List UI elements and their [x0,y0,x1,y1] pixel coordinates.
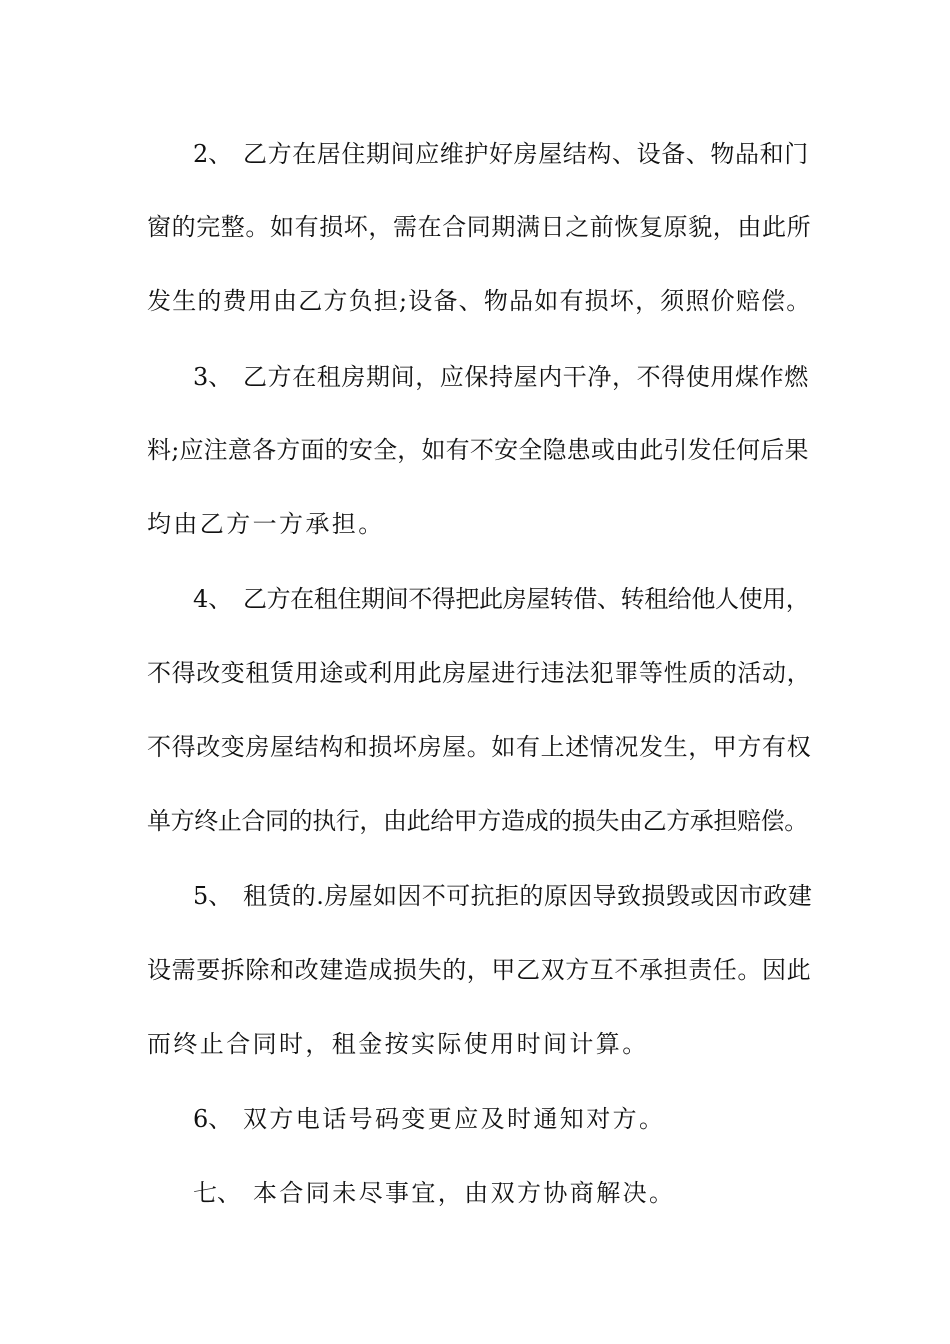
clause-2-line-3: 发生的费用由乙方负担;设备、物品如有损坏，须照价赔偿。 [147,287,812,315]
clause-4-line-3: 不得改变房屋结构和损坏房屋。如有上述情况发生，甲方有权 [147,733,812,761]
clause-number: 4、 [193,585,233,613]
clause-text: 乙方在租房期间，应保持屋内干净，不得使用煤作燃 [243,363,809,391]
clause-number: 3、 [193,363,233,391]
clause-5-line-1 [193,881,812,911]
clause-2-line-2: 窗的完整。如有损坏，需在合同期满日之前恢复原貌，由此所 [147,213,812,241]
clause-number: 6、 [193,1105,233,1133]
clause-number: 5、 [193,882,233,910]
clause-5-line-3: 而终止合同时，租金按实际使用时间计算。 [147,1030,649,1058]
clause-2-line-1 [193,139,809,169]
clause-4-line-4: 单方终止合同的执行，由此给甲方造成的损失由乙方承担赔偿。 [147,807,808,835]
clause-7-line-1 [193,1178,675,1208]
clause-text: 乙方在居住期间应维护好房屋结构、设备、物品和门 [243,140,809,168]
clause-text: 双方电话号码变更应及时通知对方。 [243,1105,666,1133]
clause-text: 乙方在租住期间不得把此房屋转借、转租给他人使用， [243,585,810,613]
clause-6-line-1 [193,1104,665,1134]
clause-5-line-2: 设需要拆除和改建造成损失的，甲乙双方互不承担责任。因此 [147,956,812,984]
clause-text: 本合同未尽事宜，由双方协商解决。 [253,1179,676,1207]
clause-4-line-2: 不得改变租赁用途或利用此房屋进行违法犯罪等性质的活动， [147,659,812,687]
clause-text: 租赁的.房屋如因不可抗拒的原因导致损毁或因市政建 [243,882,813,910]
clause-3-line-1 [193,362,809,392]
clause-3-line-2: 料;应注意各方面的安全，如有不安全隐患或由此引发任何后果 [147,436,809,464]
clause-4-line-1 [193,584,809,614]
clause-number: 七、 [193,1179,241,1207]
clause-3-line-3: 均由乙方一方承担。 [147,510,385,538]
clause-number: 2、 [193,140,233,168]
